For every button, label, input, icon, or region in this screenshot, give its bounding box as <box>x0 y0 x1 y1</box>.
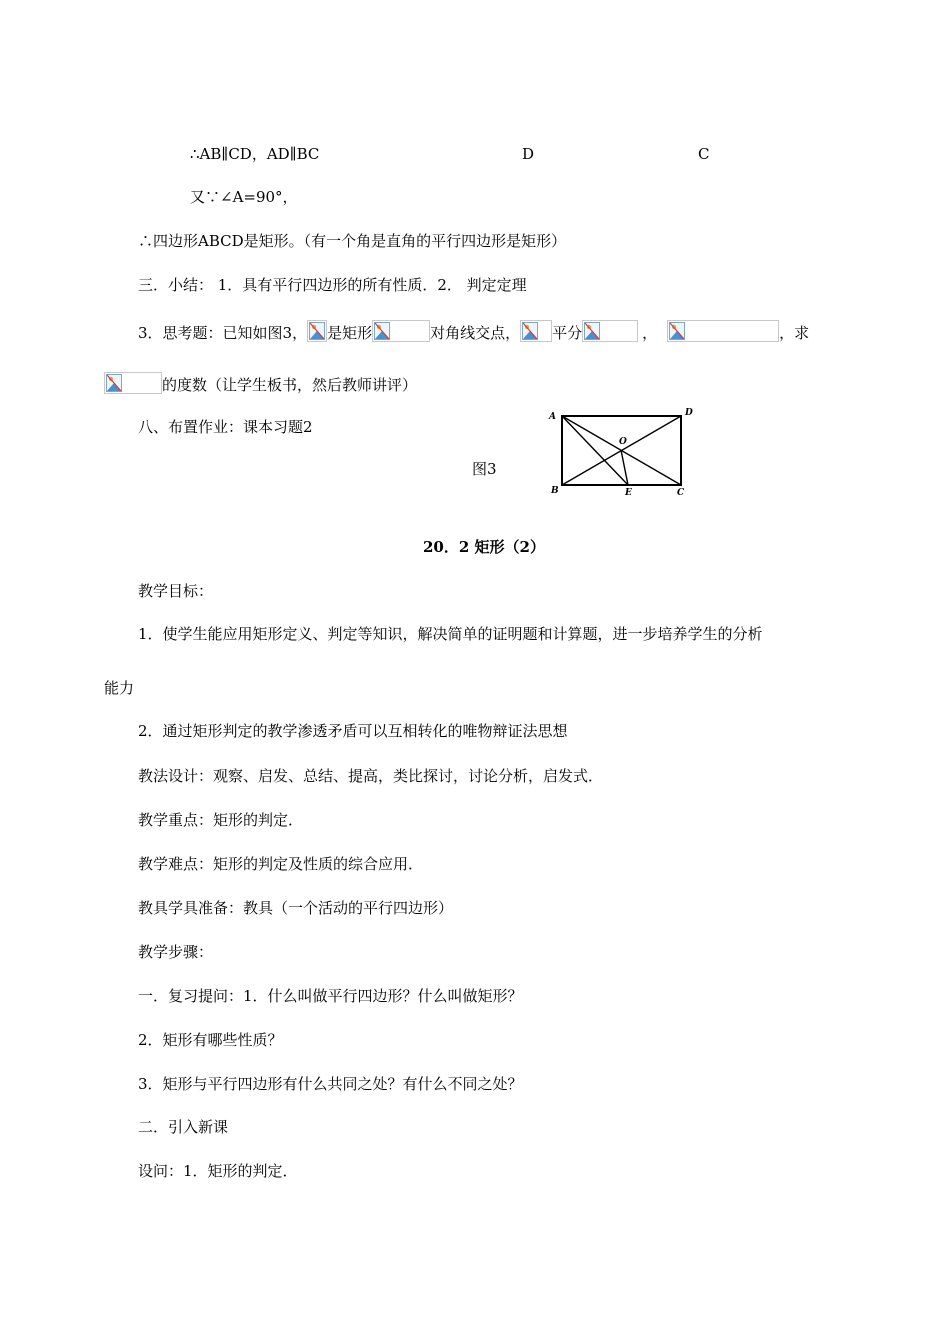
think-text-2: 是矩形 <box>327 324 373 342</box>
teaching-tools: 教具学具准备：教具（一个活动的平行四边形） <box>138 899 454 917</box>
figure-label-c: C <box>677 488 685 498</box>
proof-line-angle: 又∵∠A=90°， <box>190 188 298 206</box>
think-text-3: 对角线交点， <box>430 324 521 342</box>
proof-label-c: C <box>698 145 710 163</box>
broken-image-icon <box>582 320 638 342</box>
summary-line: 三．小结： 1．具有平行四边形的所有性质．2． 判定定理 <box>138 276 527 294</box>
goal-2: 2．通过矩形判定的教学渗透矛盾可以互相转化的唯物辩证法思想 <box>138 722 568 740</box>
goal-heading: 教学目标： <box>138 582 214 600</box>
think-text-6: ，求 <box>779 324 810 342</box>
figure-label-a: A <box>549 412 556 422</box>
review-question-1: 一．复习提问：1．什么叫做平行四边形？什么叫做矩形？ <box>138 987 523 1005</box>
teaching-method: 教法设计：观察、启发、总结、提高，类比探讨，讨论分析，启发式． <box>138 767 604 785</box>
broken-image-icon <box>667 320 779 342</box>
figure-label-o: O <box>619 437 627 447</box>
proof-line-parallel: ∴AB∥CD，AD∥BC <box>190 145 320 163</box>
question-1: 设问：1．矩形的判定． <box>138 1162 298 1180</box>
figure-caption: 图3 <box>472 460 497 478</box>
broken-image-icon <box>307 320 327 342</box>
figure-label-d: D <box>685 408 693 418</box>
think-text-7: 的度数（让学生板书，然后教师讲评） <box>162 376 418 394</box>
review-question-3: 3．矩形与平行四边形有什么共同之处？有什么不同之处？ <box>138 1075 523 1093</box>
proof-conclusion: ∴四边形ABCD是矩形。（有一个角是直角的平行四边形是矩形） <box>138 232 567 250</box>
review-question-2: 2．矩形有哪些性质？ <box>138 1031 283 1049</box>
think-text-5: ， <box>642 324 658 342</box>
broken-image-icon <box>372 320 430 342</box>
teaching-key-point: 教学重点：矩形的判定． <box>138 811 304 829</box>
new-lesson-heading: 二．引入新课 <box>138 1118 229 1136</box>
broken-image-icon <box>520 320 552 342</box>
broken-image-icon <box>104 372 162 394</box>
section-title: 20．2 矩形（2） <box>423 538 545 556</box>
think-text-4: 平分 <box>552 324 583 342</box>
teaching-steps-heading: 教学步骤： <box>138 943 214 961</box>
figure-3-rectangle <box>545 405 705 504</box>
teaching-difficulty: 教学难点：矩形的判定及性质的综合应用． <box>138 855 424 873</box>
goal-1-line-2: 能力 <box>104 679 135 697</box>
goal-1-line-1: 1．使学生能应用矩形定义、判定等知识，解决简单的证明题和计算题，进一步培养学生的分析 <box>138 625 763 643</box>
homework-line: 八、布置作业：课本习题2 <box>138 418 313 436</box>
proof-label-d: D <box>522 145 535 163</box>
segment-ae <box>562 416 628 485</box>
think-question-line-2 <box>104 372 417 395</box>
think-question-line <box>138 320 809 343</box>
figure-label-e: E <box>625 488 632 498</box>
think-text-1: 3．思考题：已知如图3， <box>138 324 308 342</box>
figure-label-b: B <box>551 486 559 496</box>
